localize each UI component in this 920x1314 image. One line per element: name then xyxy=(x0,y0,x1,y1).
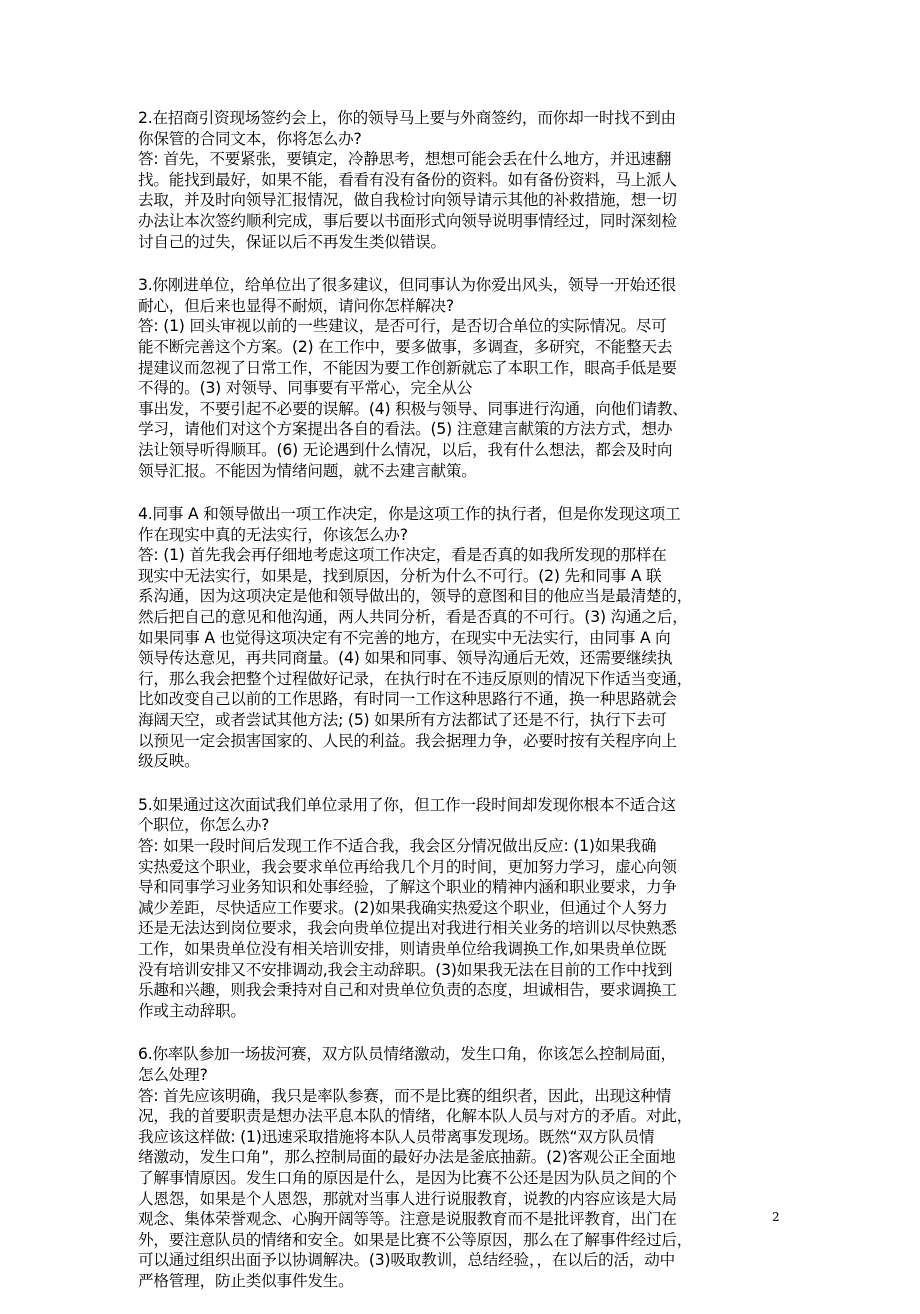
question-text: 4.同事 A 和领导做出一项工作决定，你是这项工作的执行者，但是你发现这项工 作在现实中真的无法实行，你该怎么办? xyxy=(138,505,681,544)
answer-text: 答: (1) 首先我会再仔细地考虑这项工作决定，看是否真的如我所发现的那样在 现实中无法实行，如果是，找到原因，分析为什么不可行。(2) 先和同事 A 联 系沟通，因为这项决定是他和领导做出的，领导的意图和目的他应当是最清楚的， 然后把自己的意见和他沟通，两人共同分析，看是否真的不可行。(3) 沟通之后， 如果同事 A 也觉得这项决定有不完善的地方，在现实中无法实行，由同事 A 向 领导传达意见，再共同商量。(4) 如果和同事、领导沟通后无效，还需要继续执 行，那么我会把整个过程做好记录，在执行时在不违反原则的情况下作适当变通， 比如改变自己以前的工作思路，有时同一工作这种思路行不通，换一种思路就会 海阔天空，或者尝试其他方法; (5) 如果所有方法都试了还是不行，执行下去可 以预见一定会损害国家的、人民的利益。我会据理力争，必要时按有关程序向上 级反映。 xyxy=(138,546,693,771)
answer-text: 答: (1) 回头审视以前的一些建议，是否可行，是否切合单位的实际情况。尽可 能不断完善这个方案。(2) 在工作中，要多做事，多调查，多研究，不能整天去 提建议而忽视了日常工作，不能因为要工作创新就忘了本职工作，眼高手低是要 不得的。(3) 对领导、同事要有平常心，完全从公 事出发，不要引起不必要的误解。(4) 积极与领导、同事进行沟通，向他们请教、 学习，请他们对这个方案提出各自的看法。(5) 注意建言献策的方法方式，想办 法让领导听得顺耳。(6) 无论遇到什么情况，以后，我有什么想法，都会及时向 领导汇报。不能因为情绪问题，就不去建言献策。 xyxy=(138,317,688,480)
page-number: 2 xyxy=(772,1210,780,1224)
qa-item-3 xyxy=(138,275,788,481)
qa-item-5 xyxy=(138,795,788,1022)
question-text: 2.在招商引资现场签约会上，你的领导马上要与外商签约，而你却一时找不到由 你保管的合同文本，你将怎么办? xyxy=(138,109,676,148)
qa-item-4 xyxy=(138,504,788,772)
question-text: 3.你刚进单位，给单位出了很多建议，但同事认为你爱出风头，领导一开始还很 耐心，但后来也显得不耐烦，请问你怎样解决? xyxy=(138,276,676,315)
question-text: 6.你率队参加一场拔河赛，双方队员情绪激动，发生口角，你该怎么控制局面， 怎么处理? xyxy=(138,1045,676,1084)
question-text: 5.如果通过这次面试我们单位录用了你，但工作一段时间却发现你根本不适合这 个职位，你怎么办? xyxy=(138,795,676,835)
answer-text: 答: 首先应该明确，我只是率队参赛，而不是比赛的组织者，因此，出现这种情 况，我的首要职责是想办法平息本队的情绪，化解本队人员与对方的矛盾。对此， 我应该这样做: (1)迅速采取措施将本队人员带离事发现场。既然“双方队员情 绪激动，发生口角”，那么控制局面的最好办法是釜底抽薪。(2)客观公正全面地 了解事情原因。发生口角的原因是什么，是因为比赛不公还是因为队员之间的个 人恩怨，如果是个人恩怨，那就对当事人进行说服教育，说教的内容应该是大局 观念、集体荣誉观念、心胸开阔等等。注意是说服教育而不是批评教育，出门在 外，要注意队员的情绪和安全。如果是比赛不公等原因，那么在了解事件经过后， 可以通过组织出面予以协调解决。(3)吸取教训，总结经验，，在以后的活，动中 严格管理，防止类似事件发生。 xyxy=(138,1086,693,1290)
answer-text: 答: 首先，不要紧张，要镇定，冷静思考，想想可能会丢在什么地方，并迅速翻 找。能找到最好，如果不能，看看有没有备份的资料。如有备份资料，马上派人 去取，并及时向领导汇报情况，做自我检讨向领导请示其他的补救措施，想一切 办法让本次签约顺利完成，事后要以书面形式向领导说明事情经过，同时深刻检 讨自己的过失，保证以后不再发生类似错误。 xyxy=(138,150,677,251)
document-body xyxy=(138,108,788,1314)
answer-text: 答: 如果一段时间后发现工作不适合我，我会区分情况做出反应: (1)如果我确 实热爱这个职业，我会要求单位再给我几个月的时间，更加努力学习，虚心向领 导和同事学习业务知识和处事经验，了解这个职业的精神内涵和职业要求，力争 减少差距，尽快适应工作要求。(2)如果我确实热爱这个职业，但通过个人努力 还是无法达到岗位要求，我会向贵单位提出对我进行相关业务的培训以尽快熟悉 工作，如果贵单位没有相关培训安排，则请贵单位给我调换工作,如果贵单位既 没有培训安排又不安排调动,我会主动辞职。(3)如果我无法在目前的工作中找到 乐趣和兴趣，则我会秉持对自己和对贵单位负责的态度，坦诚相告，要求调换工 作或主动辞职。 xyxy=(138,837,677,1020)
qa-item-2 xyxy=(138,108,788,252)
qa-item-6 xyxy=(138,1044,788,1291)
